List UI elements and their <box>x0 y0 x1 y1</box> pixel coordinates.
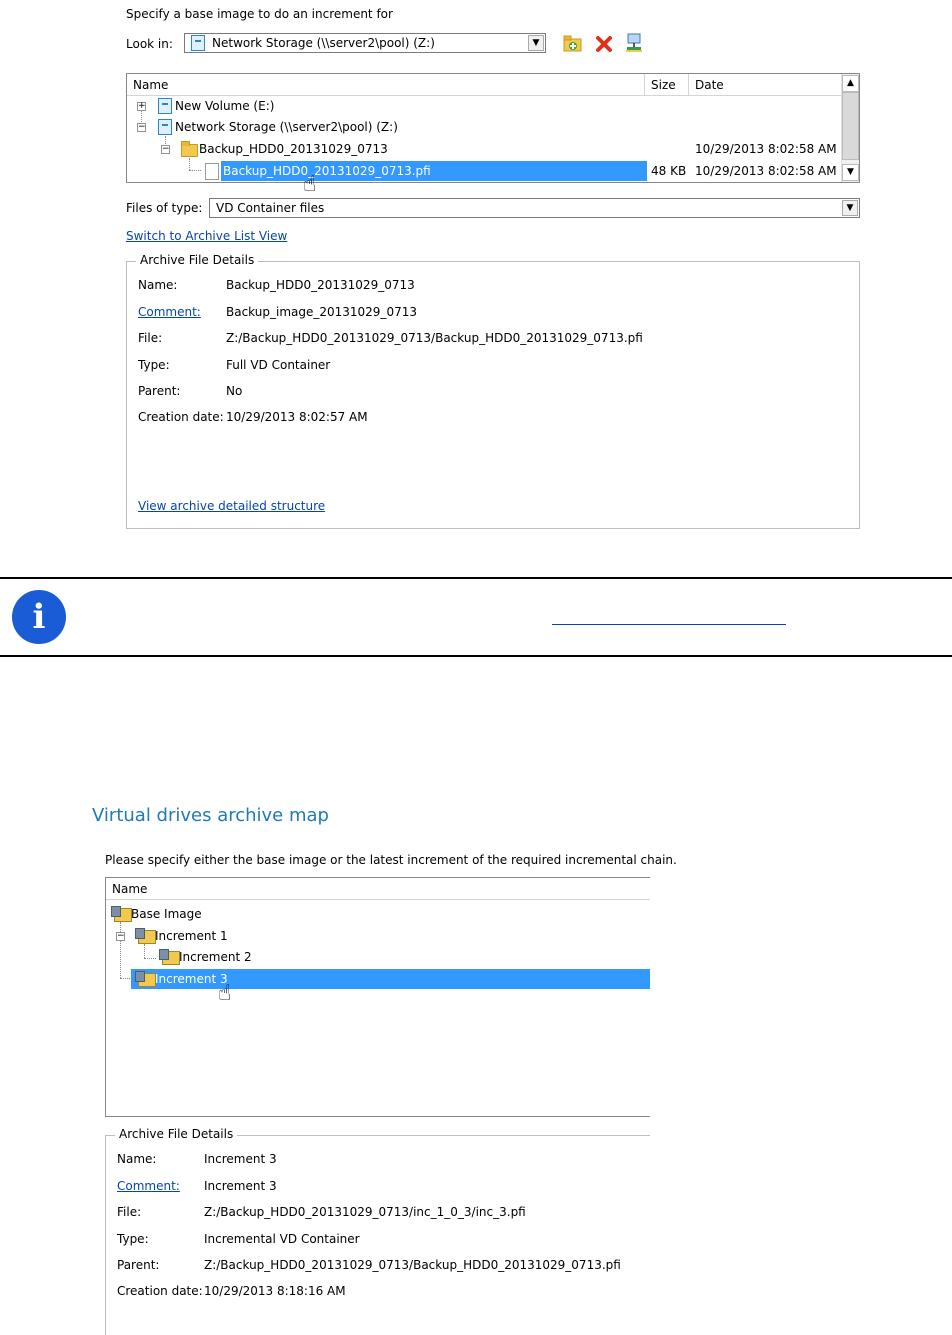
tree-row-new-volume[interactable] <box>127 96 843 116</box>
tree-row-label: Increment 3 <box>155 972 228 986</box>
switch-archive-list-link[interactable]: Switch to Archive List View <box>126 229 288 243</box>
tree-row-label: Backup_HDD0_20131029_0713.pfi <box>221 161 647 181</box>
tree-row-label: Backup_HDD0_20131029_0713 <box>199 142 388 156</box>
note-link-underline[interactable] <box>552 624 786 625</box>
tree-row-increment-3[interactable] <box>131 969 650 989</box>
delete-icon[interactable] <box>595 35 613 53</box>
tree-row-backup-file[interactable] <box>127 161 843 181</box>
vd-archive-icon <box>138 973 156 987</box>
tree-row-base-image[interactable] <box>106 904 650 924</box>
detail-comment-value: Increment 3 <box>204 1179 277 1193</box>
hand-cursor-icon: ☝ <box>303 172 317 197</box>
files-of-type-value: VD Container files <box>216 201 325 215</box>
vd-archive-icon <box>114 908 132 922</box>
tree-row-label: Base Image <box>131 907 202 921</box>
note-top-rule <box>0 577 952 579</box>
column-header-name[interactable]: Name <box>106 878 650 900</box>
detail-name-label: Name: <box>138 278 178 292</box>
column-header-size[interactable]: Size <box>645 74 689 96</box>
tree-row-date: 10/29/2013 8:02:58 AM <box>695 142 837 156</box>
tree-row-backup-folder[interactable] <box>127 139 843 159</box>
collapse-minus-icon[interactable]: − <box>138 122 146 132</box>
note-bottom-rule <box>0 655 952 657</box>
scroll-up-icon[interactable]: ▲ <box>842 75 859 92</box>
new-folder-icon[interactable] <box>563 34 583 54</box>
vd-archive-icon <box>162 951 180 965</box>
comment-link[interactable]: Comment: <box>138 305 201 319</box>
vertical-scrollbar[interactable] <box>841 74 859 182</box>
group-title: Archive File Details <box>115 1127 237 1141</box>
collapse-minus-icon[interactable]: − <box>162 144 170 154</box>
collapse-minus-icon[interactable]: − <box>117 931 125 941</box>
tree-row-size: 48 KB <box>651 164 687 178</box>
tree-row-network-storage[interactable] <box>127 117 843 137</box>
detail-name-value: Increment 3 <box>204 1152 277 1166</box>
expand-plus-icon[interactable]: + <box>138 101 146 111</box>
detail-parent-value: No <box>226 384 243 398</box>
detail-type-label: Type: <box>138 358 170 372</box>
archive-map-prompt: Please specify either the base image or the latest increment of the required incremental chain. <box>105 853 677 867</box>
archive-file-details-group <box>105 1127 650 1335</box>
column-header-date[interactable]: Date <box>689 74 841 96</box>
vd-archive-icon <box>138 930 156 944</box>
network-drive-icon <box>158 119 172 135</box>
column-header-name[interactable]: Name <box>127 74 645 96</box>
look-in-combo[interactable] <box>184 33 546 53</box>
network-icon[interactable] <box>625 33 643 53</box>
tree-row-increment-2[interactable] <box>106 947 650 967</box>
detail-name-value: Backup_HDD0_20131029_0713 <box>226 278 415 292</box>
tree-row-label: Increment 2 <box>179 950 252 964</box>
tree-row-label: Increment 1 <box>155 929 228 943</box>
view-structure-link[interactable]: View archive detailed structure <box>138 499 326 513</box>
scroll-down-icon[interactable]: ▼ <box>842 164 859 181</box>
tree-row-label: New Volume (E:) <box>175 99 275 113</box>
detail-file-label: File: <box>117 1205 142 1219</box>
folder-icon <box>181 144 198 157</box>
detail-file-label: File: <box>138 331 163 345</box>
detail-parent-label: Parent: <box>117 1258 160 1272</box>
detail-type-value: Incremental VD Container <box>204 1232 360 1246</box>
detail-created-value: 10/29/2013 8:02:57 AM <box>226 410 368 424</box>
detail-parent-value: Z:/Backup_HDD0_20131029_0713/Backup_HDD0_20131029_0713.pfi <box>204 1258 621 1272</box>
tree-row-label: Network Storage (\\server2\pool) (Z:) <box>175 120 398 134</box>
group-title: Archive File Details <box>136 253 258 267</box>
network-drive-icon <box>191 35 205 51</box>
detail-created-value: 10/29/2013 8:18:16 AM <box>204 1284 346 1298</box>
archive-map-tree[interactable] <box>105 877 650 1117</box>
detail-parent-label: Parent: <box>138 384 181 398</box>
detail-name-label: Name: <box>117 1152 157 1166</box>
base-image-prompt: Specify a base image to do an increment for <box>126 7 393 21</box>
detail-created-label: Creation date: <box>138 410 224 424</box>
tree-row-increment-1[interactable] <box>106 926 650 946</box>
comment-link[interactable]: Comment: <box>117 1179 180 1193</box>
detail-file-value: Z:/Backup_HDD0_20131029_0713/inc_1_0_3/inc_3.pfi <box>204 1205 526 1219</box>
look-in-label-text: Look in: <box>126 37 173 51</box>
detail-type-label: Type: <box>117 1232 149 1246</box>
detail-type-value: Full VD Container <box>226 358 331 372</box>
files-of-type-label: Files of type: <box>126 201 203 215</box>
tree-row-date: 10/29/2013 8:02:58 AM <box>695 164 837 178</box>
chevron-down-icon[interactable]: ▼ <box>842 200 858 216</box>
detail-comment-value: Backup_image_20131029_0713 <box>226 305 417 319</box>
hand-cursor-icon: ☝ <box>218 981 232 1006</box>
scroll-thumb[interactable] <box>842 92 859 160</box>
files-of-type-combo[interactable] <box>209 198 860 218</box>
file-icon <box>205 163 219 180</box>
look-in-value: Network Storage (\\server2\pool) (Z:) <box>212 36 435 50</box>
file-list[interactable] <box>126 73 860 183</box>
look-in-label <box>126 37 173 51</box>
drive-icon <box>158 98 172 114</box>
detail-created-label: Creation date: <box>117 1284 203 1298</box>
archive-map-title: Virtual drives archive map <box>92 805 329 826</box>
info-icon: i <box>12 590 66 644</box>
detail-file-value: Z:/Backup_HDD0_20131029_0713/Backup_HDD0_20131029_0713.pfi <box>226 331 643 345</box>
chevron-down-icon[interactable]: ▼ <box>528 35 544 51</box>
